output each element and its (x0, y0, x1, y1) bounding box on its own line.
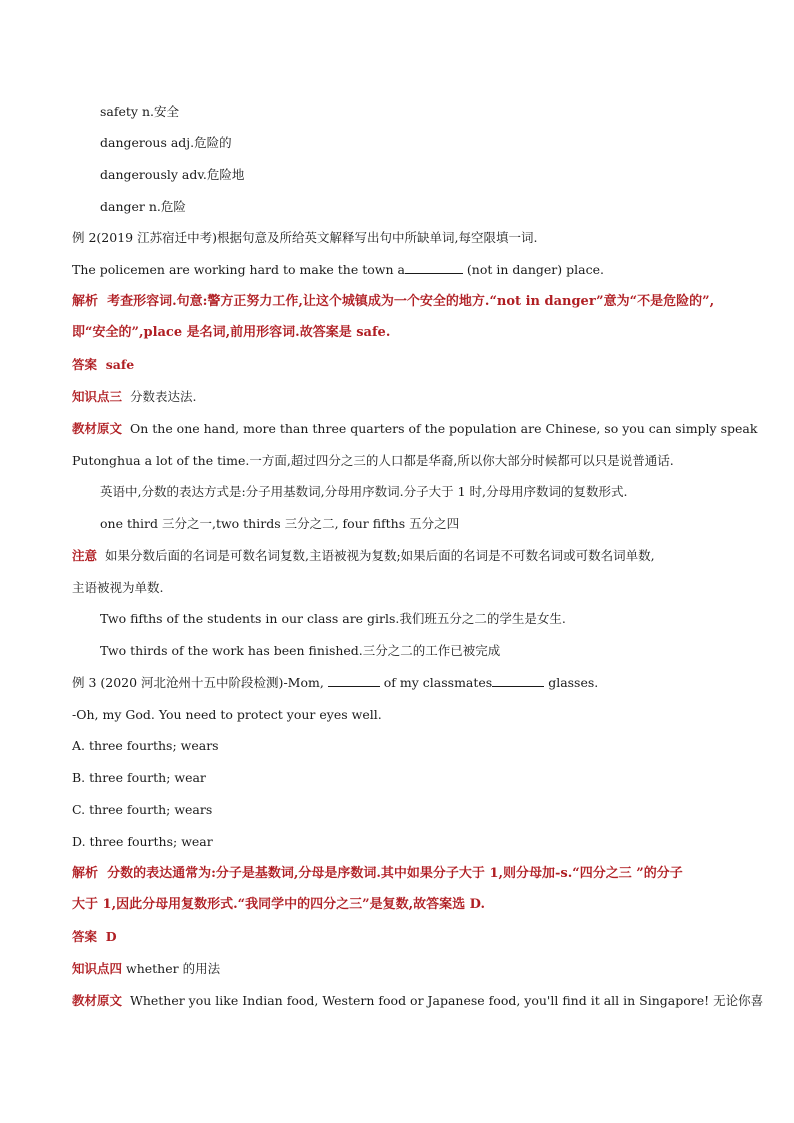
point-label: 知识点四 (72, 961, 123, 976)
sentence-after: (not in danger) place. (462, 262, 604, 277)
point-label: 知识点三 (72, 389, 123, 404)
answer-blank (405, 261, 463, 274)
example3-analysis (72, 865, 683, 883)
point3-source-cont: Putonghua a lot of the time.一方面,超过四分之三的人口都是华裔,所以你大部分时候都可以只是说普通话. (72, 453, 674, 468)
option-b: B. three fourth; wear (72, 770, 206, 785)
example2-prompt: 例 2(2019 江苏宿迁中考)根据句意及所给英文解释写出句中所缺单词,每空限填一词. (72, 230, 538, 245)
answer-value: D (105, 929, 117, 944)
sentence-before: The policemen are working hard to make the town a (72, 262, 405, 277)
note-text: 如果分数后面的名词是可数名词复数,主语被视为复数;如果后面的名词是不可数名词或可数名词单数, (104, 548, 655, 563)
source-label: 教材原文 (72, 993, 123, 1008)
point3-heading (72, 388, 196, 406)
point-title: whether 的用法 (126, 961, 221, 976)
vocab-item: danger n.危险 (100, 199, 186, 214)
analysis-label: 解析 (72, 294, 99, 309)
option-d: D. three fourths; wear (72, 834, 213, 849)
source-text: On the one hand, more than three quarters of the population are Chinese, so you can simply speak (129, 421, 758, 436)
source-text: Whether you like Indian food, Western food or Japanese food, you'll find it all in Singapore! 无论你喜 (129, 993, 764, 1008)
note-label: 注意 (72, 548, 98, 563)
vocab-item: dangerously adv.危险地 (100, 167, 245, 182)
example2-analysis (72, 293, 714, 311)
point3-note (72, 547, 655, 565)
point3-source (72, 420, 758, 438)
answer-blank (492, 674, 544, 687)
answer-label: 答案 (72, 929, 98, 944)
analysis-label: 解析 (72, 866, 99, 881)
example3-analysis-cont: 大于 1,因此分母用复数形式.“我同学中的四分之三”是复数,故答案选 D. (72, 897, 485, 912)
point4-source (72, 992, 763, 1010)
vocab-item: safety n.安全 (100, 104, 179, 119)
point3-rule: 英语中,分数的表达方式是:分子用基数词,分母用序数词.分子大于 1 时,分母用序数词的复数形式. (100, 484, 628, 499)
prompt-before: 例 3 (2020 河北沧州十五中阶段检测)-Mom, (72, 675, 328, 690)
point3-sample: Two thirds of the work has been finished.三分之二的工作已被完成 (100, 643, 501, 658)
prompt-mid: of my classmates (379, 675, 493, 690)
source-label: 教材原文 (72, 421, 123, 436)
example2-sentence (72, 261, 604, 279)
point3-note-cont: 主语被视为单数. (72, 580, 164, 595)
option-c: C. three fourth; wears (72, 802, 213, 817)
prompt-after: glasses. (544, 675, 599, 690)
answer-blank (328, 674, 380, 687)
answer-label: 答案 (72, 357, 98, 372)
vocab-item: dangerous adj.危险的 (100, 135, 232, 150)
analysis-text: 分数的表达通常为:分子是基数词,分母是序数词.其中如果分子大于 1,则分母加-s.“四分之三 ”的分子 (107, 866, 683, 881)
analysis-text: 考查形容词.句意:警方正努力工作,让这个城镇成为一个安全的地方.“not in danger”意为“不是危险的”, (107, 294, 715, 309)
point4-heading (72, 960, 220, 978)
example3-answer (72, 928, 117, 946)
example2-answer (72, 356, 134, 374)
answer-value: safe (105, 357, 135, 372)
example2-analysis-cont: 即“安全的”,place 是名词,前用形容词.故答案是 safe. (72, 325, 391, 340)
example3-reply: -Oh, my God. You need to protect your eyes well. (72, 707, 382, 722)
point3-examples: one third 三分之一,two thirds 三分之二, four fifths 五分之四 (100, 516, 460, 531)
example3-prompt (72, 674, 598, 692)
option-a: A. three fourths; wears (72, 738, 219, 753)
point-title: 分数表达法. (129, 389, 197, 404)
point3-sample: Two fifths of the students in our class are girls.我们班五分之二的学生是女生. (100, 611, 566, 626)
